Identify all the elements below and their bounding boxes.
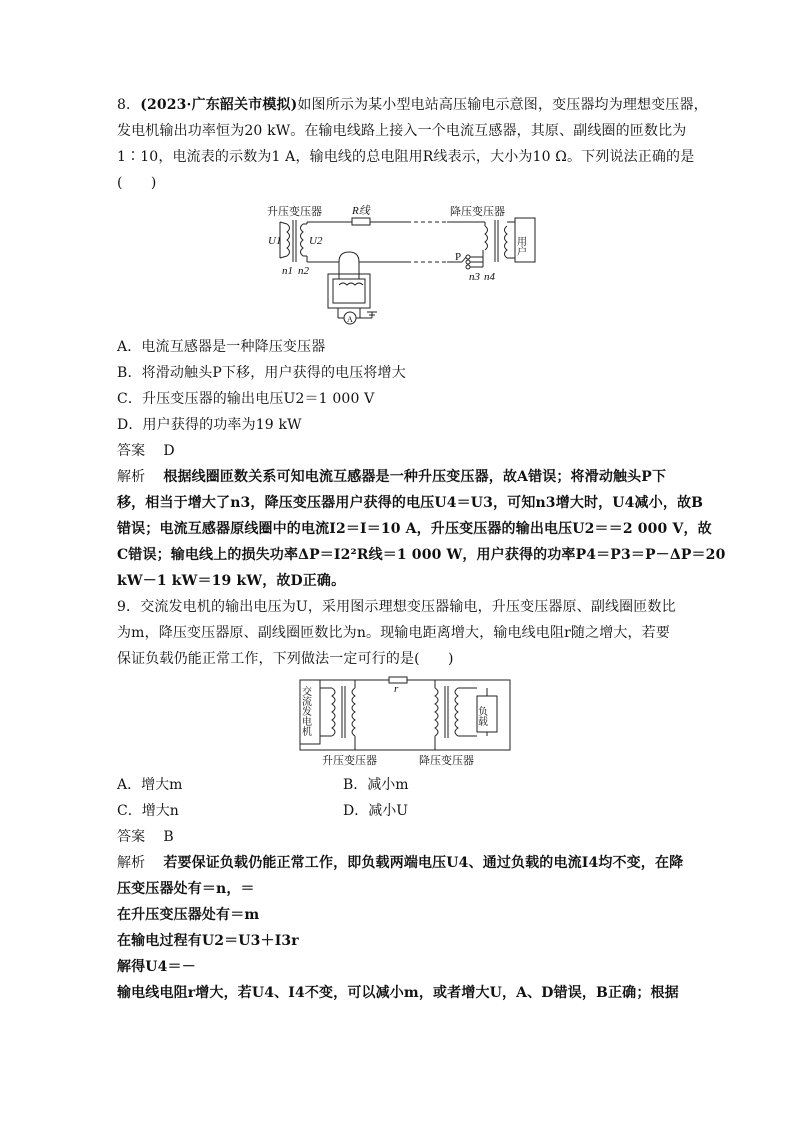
q9-stem-text-1: 交流发电机的输出电压为U，采用图示理想变压器输电，升压变压器原、副线圈匝数比 (140, 599, 676, 615)
q8-fig-n2-label: n2 (298, 265, 309, 277)
q9-analysis-line-6: 输电线电阻r增大，若U4、I4不变，可以减小m，或者增大U，A、D错误，B正确；根据 (117, 985, 679, 1001)
q8-analysis-line-2: 移，相当于增大了n3，降压变压器用户获得的电压U4＝U3，可知n3增大时，U4减小，故B (117, 495, 704, 511)
q9-stem-line-3: 保证负载仍能正常工作，下列做法一定可行的是( ) (117, 651, 454, 667)
q9-option-a: A．增大m (117, 777, 183, 793)
q9-analysis-line-2: 压变压器处有＝n，＝ (117, 881, 255, 897)
q9-analysis-line-1 (117, 850, 687, 876)
q8-answer-line (117, 438, 687, 464)
q8-fig-step-down-label: 降压变压器 (450, 206, 505, 218)
q8-stem-line-4: ( ) (117, 175, 157, 191)
q8-fig-n1-label: n1 (282, 265, 293, 277)
q9-stem-line-2: 为m，降压变压器原、副线圈匝数比为n。现输电距离增大，输电线电阻r随之增大，若要 (117, 625, 670, 641)
exam-page (117, 92, 726, 1006)
q9-analysis-text-1: 若要保证负载仍能正常工作，即负载两端电压U4、通过负载的电流I4均不变，在降 (163, 855, 684, 871)
q9-answer-label: 答案 (117, 829, 146, 845)
q9-analysis-line-4: 在输电过程有U2＝U3＋I3r (117, 933, 299, 949)
q9-stem-line-1 (117, 594, 687, 620)
q9-answer-line (117, 824, 687, 850)
q8-stem-line-2: 发电机输出功率恒为20 kW。在输电线路上接入一个电流互感器，其原、副线圈的匝数比为 (117, 123, 687, 139)
q8-fig-step-up-label: 升压变压器 (267, 206, 322, 218)
q8-answer-label: 答案 (117, 443, 146, 459)
q8-analysis-line-3: 错误；电流互感器原线圈中的电流I2＝I＝10 A，升压变压器的输出电压U2＝＝2 000 V，故 (117, 521, 712, 537)
q8-fig-n4-label: n4 (484, 271, 495, 283)
q9-analysis-line-5: 解得U4＝－ (117, 959, 196, 975)
q8-stem-line-1 (117, 92, 708, 118)
q9-options-row-2 (117, 798, 687, 824)
q8-option-c: C．升压变压器的输出电压U2＝1 000 V (117, 391, 375, 407)
q8-analysis-line-1 (117, 464, 687, 490)
q9-analysis-label: 解析 (117, 855, 146, 871)
q8-stem-line-3: 1∶10，电流表的示数为1 A，输电线的总电阻用R线表示，大小为10 Ω。下列说法正确的是 (117, 149, 695, 165)
q8-number: 8． (117, 97, 141, 113)
q9-fig-load-label: 负载 (475, 706, 487, 726)
q9-circuit-diagram (117, 676, 687, 768)
q9-option-c: C．增大n (117, 803, 179, 819)
q9-option-b: B．减小m (343, 777, 409, 793)
q8-analysis-label: 解析 (117, 469, 146, 485)
q8-fig-user-label: 用户 (514, 236, 526, 256)
q9-answer-value: B (163, 829, 174, 845)
q8-analysis-line-4: C错误；输电线上的损失功率ΔP＝I2²R线＝1 000 W，用户获得的功率P4＝P3＝P－ΔP＝20 (117, 547, 726, 563)
q8-analysis-line-5: kW－1 kW＝19 kW，故D正确。 (117, 573, 346, 589)
q8-option-d: D．用户获得的功率为19 kW (117, 417, 302, 433)
q8-option-b: B．将滑动触头P下移，用户获得的电压将增大 (117, 365, 406, 381)
q8-fig-u2-label: U2 (309, 235, 323, 247)
q8-analysis-text-1: 根据线圈匝数关系可知电流互感器是一种升压变压器，故A错误；将滑动触头P下 (163, 469, 667, 485)
q9-option-d: D．减小U (343, 803, 409, 819)
q9-fig-step-down-label: 降压变压器 (419, 755, 474, 767)
q8-source: (2023·广东韶关市模拟) (140, 97, 298, 113)
q8-fig-p-label: P (455, 251, 462, 263)
q8-option-a: A．电流互感器是一种降压变压器 (117, 339, 326, 355)
q8-fig-u1-label: U1 (268, 235, 282, 247)
q9-number: 9． (117, 599, 141, 615)
q9-fig-resistor-label: r (394, 683, 399, 695)
q8-fig-resistor-label: R线 (352, 205, 370, 217)
q8-circuit-diagram (117, 200, 687, 330)
q8-answer-value: D (163, 443, 175, 459)
q8-fig-n3-label: n3 (469, 271, 480, 283)
q9-analysis-line-3: 在升压变压器处有＝m (117, 907, 260, 923)
q9-fig-step-up-label: 升压变压器 (322, 755, 377, 767)
q9-options-row-1 (117, 772, 687, 798)
q8-fig-ammeter-label: A (347, 315, 353, 324)
q9-fig-generator-label: 交流发电机 (299, 686, 311, 736)
q8-stem-text-1: 如图所示为某小型电站高压输电示意图，变压器均为理想变压器， (297, 97, 708, 113)
